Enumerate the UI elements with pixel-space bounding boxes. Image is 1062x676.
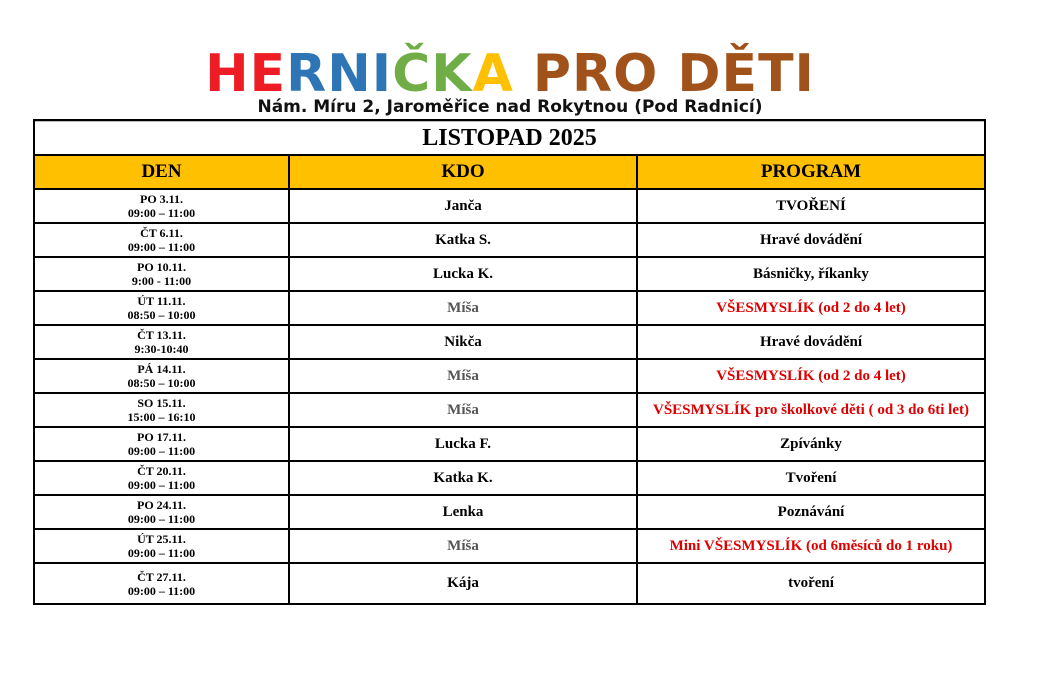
day-label: PÁ 14.11. bbox=[137, 362, 186, 376]
schedule-table bbox=[33, 119, 986, 605]
day-label: PO 17.11. bbox=[136, 430, 186, 444]
table-row bbox=[35, 530, 984, 564]
table-body bbox=[35, 190, 984, 603]
title-letter: N bbox=[327, 44, 372, 104]
table-row bbox=[35, 394, 984, 428]
day-label: ČT 20.11. bbox=[137, 464, 186, 478]
day-label: PO 10.11. bbox=[136, 260, 186, 274]
day-cell bbox=[35, 496, 290, 528]
table-row bbox=[35, 292, 984, 326]
day-label: SO 15.11. bbox=[137, 396, 186, 410]
day-cell bbox=[35, 326, 290, 358]
day-cell bbox=[35, 224, 290, 256]
time-label: 15:00 – 16:10 bbox=[127, 410, 196, 424]
time-label: 09:00 – 11:00 bbox=[127, 240, 196, 254]
program-cell: Básničky, říkanky bbox=[753, 265, 869, 282]
who-cell: Lucka K. bbox=[290, 258, 638, 290]
month-heading: LISTOPAD 2025 bbox=[35, 121, 984, 156]
day-cell bbox=[35, 564, 290, 603]
title-letter: Č bbox=[392, 44, 432, 104]
title-letter bbox=[514, 44, 533, 104]
program-cell: Tvoření bbox=[785, 469, 837, 486]
program-cell: Poznávání bbox=[777, 503, 845, 520]
title-letter: H bbox=[205, 44, 250, 104]
table-header-row bbox=[35, 156, 984, 190]
title-letter: I bbox=[371, 44, 393, 104]
day-cell bbox=[35, 258, 290, 290]
table-row bbox=[35, 462, 984, 496]
program-cell: VŠESMYSLÍK (od 2 do 4 let) bbox=[716, 367, 906, 384]
time-label: 09:00 – 11:00 bbox=[127, 478, 196, 492]
who-cell: Míša bbox=[290, 292, 638, 324]
time-label: 08:50 – 10:00 bbox=[127, 308, 196, 322]
table-row bbox=[35, 258, 984, 292]
program-cell: Zpívánky bbox=[780, 435, 842, 452]
day-cell bbox=[35, 360, 290, 392]
time-label: 09:00 – 11:00 bbox=[127, 206, 196, 220]
who-cell: Kája bbox=[290, 564, 638, 603]
table-row bbox=[35, 428, 984, 462]
who-cell: Katka S. bbox=[290, 224, 638, 256]
day-cell bbox=[35, 428, 290, 460]
table-row bbox=[35, 564, 984, 603]
program-cell: TVOŘENÍ bbox=[776, 197, 846, 214]
who-cell: Míša bbox=[290, 530, 638, 562]
title-letter: PRO DĚTI bbox=[532, 44, 815, 104]
table-row bbox=[35, 360, 984, 394]
who-cell: Lucka F. bbox=[290, 428, 638, 460]
who-cell: Nikča bbox=[290, 326, 638, 358]
who-cell: Míša bbox=[290, 394, 638, 426]
program-cell: Hravé dovádění bbox=[759, 231, 863, 248]
time-label: 08:50 – 10:00 bbox=[127, 376, 196, 390]
day-label: ČT 13.11. bbox=[137, 328, 186, 342]
column-header-day: DEN bbox=[35, 156, 290, 188]
day-cell bbox=[35, 394, 290, 426]
title-letter: R bbox=[286, 44, 328, 104]
program-cell: Hravé dovádění bbox=[759, 333, 863, 350]
day-label: ČT 27.11. bbox=[137, 569, 186, 584]
who-cell: Janča bbox=[290, 190, 638, 222]
day-cell bbox=[35, 292, 290, 324]
title-letter: A bbox=[472, 44, 514, 104]
column-header-program: PROGRAM bbox=[760, 161, 862, 182]
program-cell: VŠESMYSLÍK (od 2 do 4 let) bbox=[716, 299, 906, 316]
title-letter: E bbox=[249, 44, 287, 104]
day-label: PO 24.11. bbox=[136, 498, 186, 512]
who-cell: Míša bbox=[290, 360, 638, 392]
day-cell bbox=[35, 190, 290, 222]
time-label: 09:00 – 11:00 bbox=[127, 512, 196, 526]
address-subtitle: Nám. Míru 2, Jaroměřice nad Rokytnou (Pod Radnicí) bbox=[257, 97, 763, 117]
column-header-who: KDO bbox=[290, 156, 638, 188]
table-row bbox=[35, 496, 984, 530]
day-cell bbox=[35, 462, 290, 494]
who-cell: Katka K. bbox=[290, 462, 638, 494]
who-cell: Lenka bbox=[290, 496, 638, 528]
day-label: ÚT 25.11. bbox=[137, 532, 186, 546]
table-row bbox=[35, 326, 984, 360]
day-cell bbox=[35, 530, 290, 562]
table-row bbox=[35, 190, 984, 224]
day-label: ČT 6.11. bbox=[140, 226, 183, 240]
program-cell: Mini VŠESMYSLÍK (od 6měsíců do 1 roku) bbox=[669, 537, 953, 554]
time-label: 09:00 – 11:00 bbox=[127, 546, 196, 560]
table-row bbox=[35, 224, 984, 258]
time-label: 09:00 – 11:00 bbox=[127, 583, 196, 598]
day-label: ÚT 11.11. bbox=[137, 294, 186, 308]
time-label: 9:30-10:40 bbox=[134, 342, 189, 356]
program-cell: VŠESMYSLÍK pro školkové děti ( od 3 do 6ti let) bbox=[652, 401, 969, 418]
title-letter: K bbox=[431, 44, 473, 104]
day-label: PO 3.11. bbox=[139, 192, 183, 206]
time-label: 9:00 - 11:00 bbox=[131, 274, 192, 288]
time-label: 09:00 – 11:00 bbox=[127, 444, 196, 458]
program-cell: tvoření bbox=[788, 575, 834, 591]
